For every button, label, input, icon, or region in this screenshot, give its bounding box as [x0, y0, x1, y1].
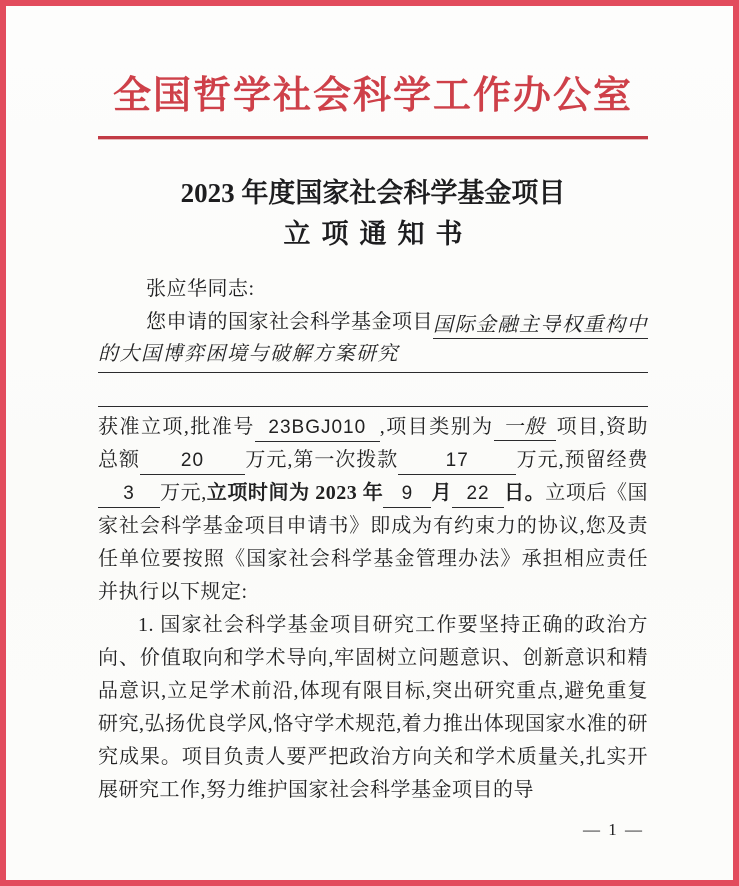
month-label: 月	[431, 482, 453, 504]
org-title: 全国哲学社会科学工作办公室	[112, 75, 633, 117]
approval-seg1: 获准立项,批准号	[98, 416, 255, 438]
first-payment-fill: 17	[398, 448, 516, 475]
regulation-clause-1: 1. 国家社会科学基金项目研究工作要坚持正确的政治方向、价值取向和学术导向,牢固树立问题意识、创新意识和精品意识,立足学术前沿,体现有限目标,突出研究重点,避免重复研究,弘扬优良学风,恪守学术规范,着力推出体现国家水准的研究成果。项目负责人要严把政治方向关和学术质量关,扎实开展研究工作,努力维护国家社会科学基金项目的导	[98, 614, 648, 801]
intro-prefix: 您申请的国家社会科学基金项目	[146, 311, 433, 333]
doc-title-line1: 2023 年度国家社会科学基金项目	[180, 178, 566, 208]
grant-number-fill: 23BGJ010	[255, 415, 380, 442]
category-fill: 一般	[494, 414, 556, 441]
approval-seg10: 立项后《国家社会科学基金项目申请书》即成为有约束力的协议,您及责任单位要按照《国家社会科学基金管理办法》承担相应责任并执行以下规定:	[98, 482, 649, 603]
approval-date-label: 立项时间为 2023 年	[206, 482, 384, 504]
approval-seg4: 万元,第一次拨款	[244, 449, 399, 471]
approval-seg3: 项目,资助总额	[98, 416, 649, 471]
salutation: 张应华同志:	[146, 278, 255, 300]
doc-title-line2: 立项通知书	[283, 219, 474, 249]
approval-paragraph	[98, 411, 648, 609]
header-divider-rule	[98, 136, 648, 139]
blank-ruled-line	[98, 373, 648, 407]
total-funding-fill: 20	[140, 448, 245, 475]
approval-seg2: ,项目类别为	[379, 416, 494, 438]
doc-title	[98, 173, 648, 255]
project-title-fill-1: 国际金融主导权重构中	[433, 312, 648, 339]
approval-seg5: 万元,预留经费	[516, 449, 649, 471]
project-title-line1	[98, 306, 648, 339]
document-content	[6, 6, 733, 846]
month-fill: 9	[383, 481, 431, 508]
day-label: 日。	[504, 482, 546, 504]
page-number: — 1 —	[583, 820, 644, 839]
day-fill: 22	[452, 481, 504, 508]
approval-seg6: 万元,	[160, 482, 207, 504]
project-title-fill-2: 的大国博弈困境与破解方案研究	[98, 339, 648, 373]
reserved-fund-fill: 3	[98, 481, 160, 508]
letter-body	[98, 273, 648, 846]
